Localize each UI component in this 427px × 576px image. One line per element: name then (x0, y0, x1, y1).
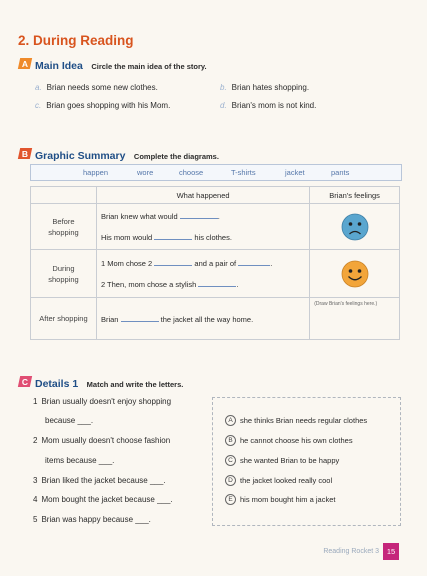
graphic-summary-title: Graphic Summary (35, 150, 126, 162)
main-idea-heading (35, 56, 207, 74)
detail-item-3[interactable]: 3 Brian liked the jacket because ___. (33, 476, 166, 485)
letter-b-icon: B (225, 435, 236, 446)
blank-input[interactable] (121, 314, 159, 322)
footer-label: Reading Rocket 3 (323, 548, 379, 555)
word-bank (30, 164, 402, 181)
draw-feelings-cell[interactable] (310, 298, 400, 340)
badge-b: B (18, 148, 32, 159)
page-number: 15 (383, 543, 399, 560)
answer-choices-box (212, 397, 401, 526)
details-title: Details 1 (35, 378, 79, 390)
blank-input[interactable] (198, 279, 236, 287)
table-row (31, 250, 400, 298)
answer-d: D the jacket looked really cool (225, 475, 332, 486)
letter-a-icon: A (225, 415, 236, 426)
row-during-content: 1 Mom chose 2 and a pair of . 2 Then, mom chose a stylish . (96, 250, 309, 298)
option-a[interactable]: a. Brian needs some new clothes. (35, 83, 158, 92)
blank-input[interactable] (154, 258, 192, 266)
option-c[interactable]: c. Brian goes shopping with his Mom. (35, 101, 171, 110)
letter-c-icon: C (225, 455, 236, 466)
graphic-summary-instruction: Complete the diagrams. (133, 152, 219, 161)
table-row (31, 298, 400, 340)
happy-face-cell (310, 250, 400, 298)
header-what-happened: What happened (96, 187, 309, 204)
section-title: 2. During Reading (18, 33, 134, 48)
header-feelings: Brian's feelings (310, 187, 400, 204)
table-row (31, 204, 400, 250)
detail-item-2: 2 Mom usually doesn't choose fashion (33, 436, 171, 445)
answer-c: C she wanted Brian to be happy (225, 455, 339, 466)
answer-a: A she thinks Brian needs regular clothes (225, 415, 367, 426)
sad-face-cell (310, 204, 400, 250)
detail-item-5[interactable]: 5 Brian was happy because ___. (33, 515, 151, 524)
header-empty (31, 187, 97, 204)
row-text: 2 Then, mom chose a stylish (100, 279, 197, 289)
blank-input[interactable] (154, 232, 192, 240)
graphic-summary-heading (35, 146, 219, 164)
row-text: 1 Mom chose 2 (100, 258, 153, 268)
row-label: After shopping (31, 298, 97, 340)
sad-face-icon (340, 212, 370, 242)
badge-a: A (18, 58, 32, 69)
main-idea-title: Main Idea (35, 60, 83, 72)
word-bank-item: pants (331, 168, 350, 177)
table-header-row (31, 187, 400, 204)
answer-b: B he cannot choose his own clothes (225, 435, 353, 446)
row-text: His mom would (100, 232, 153, 242)
option-d[interactable]: d. Brian's mom is not kind. (220, 101, 317, 110)
details-heading (35, 374, 183, 392)
row-text: Brian (100, 314, 119, 324)
happy-face-icon (340, 259, 370, 289)
letter-d-icon: D (225, 475, 236, 486)
row-text: Brian knew what would (100, 211, 178, 221)
badge-c: C (18, 376, 32, 387)
letter-e-icon: E (225, 494, 236, 505)
detail-item-4[interactable]: 4 Mom bought the jacket because ___. (33, 495, 173, 504)
word-bank-item: jacket (285, 168, 305, 177)
word-bank-item: choose (179, 168, 204, 177)
row-after-content: Brian the jacket all the way home. (96, 298, 309, 340)
word-bank-item: wore (137, 168, 154, 177)
detail-item-1: 1 Brian usually doesn't enjoy shopping (33, 397, 172, 406)
main-idea-instruction: Circle the main idea of the story. (91, 62, 207, 71)
graphic-summary-table (30, 186, 400, 340)
word-bank-item: T-shirts (231, 168, 256, 177)
details-instruction: Match and write the letters. (86, 380, 184, 389)
word-bank-item: happen (83, 168, 109, 177)
answer-e: E his mom bought him a jacket (225, 494, 335, 505)
draw-note: (Draw Brian's feelings here.) (314, 301, 378, 307)
blank-input[interactable] (180, 211, 218, 219)
row-label: During shopping (31, 250, 97, 298)
detail-item-1-cont[interactable]: because ___. (45, 416, 94, 425)
detail-item-2-cont[interactable]: items because ___. (45, 456, 115, 465)
blank-input[interactable] (238, 258, 270, 266)
row-label: Before shopping (31, 204, 97, 250)
row-before-content: Brian knew what would . His mom would his clothes. (96, 204, 309, 250)
option-b[interactable]: b. Brian hates shopping. (220, 83, 310, 92)
